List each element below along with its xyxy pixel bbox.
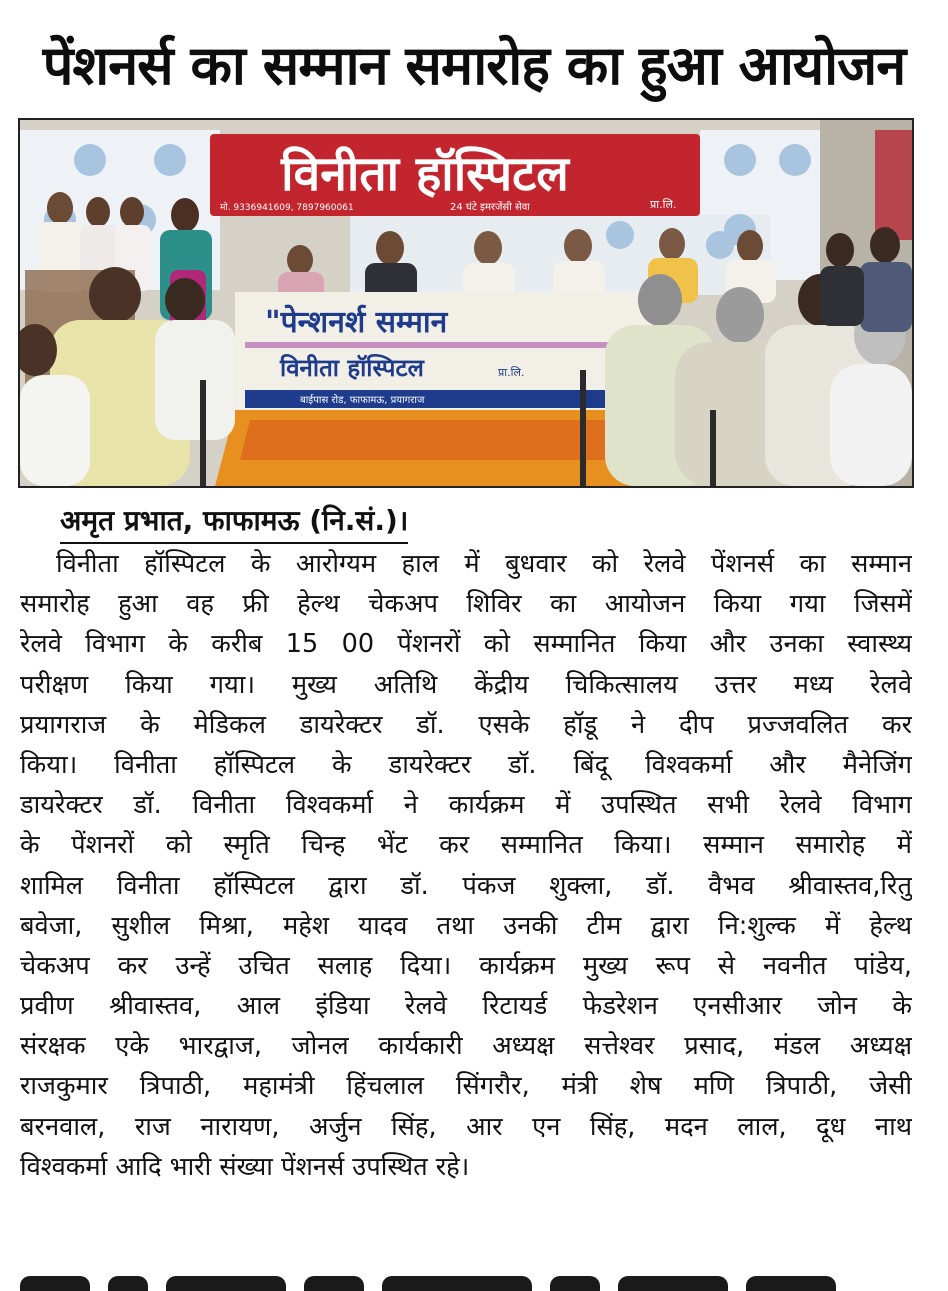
article-line: प्रयागराज के मेडिकल डायरेक्टर डॉ. एसके हॉडू ने दीप प्रज्जवलित कर	[20, 709, 912, 740]
banner-brand-suffix: प्रा.लि.	[650, 198, 677, 211]
stage-title: "पेन्शनर्श सम्मान	[265, 305, 448, 340]
article-line: राजकुमार त्रिपाठी, महामंत्री हिंचलाल सिंगरौर, मंत्री शेष मणि त्रिपाठी, जेसी	[20, 1071, 912, 1102]
stage-table-banner	[235, 292, 665, 410]
article-line: परीक्षण किया गया। मुख्य अतिथि केंद्रीय चिकित्सालय उत्तर मध्य रेलवे	[20, 669, 912, 700]
next-article-headline-fragment	[20, 1276, 920, 1291]
article-line: शामिल विनीता हॉस्पिटल द्वारा डॉ. पंकज शुक्ला, डॉ. वैभव श्रीवास्तव,रितु	[20, 870, 912, 901]
stage-hospital-suffix: प्रा.लि.	[498, 366, 525, 379]
hospital-banner	[210, 134, 700, 216]
article-line: विश्वकर्मा आदि भारी संख्या पेंशनर्स उपस्थित रहे।	[20, 1151, 470, 1182]
article-line: बवेजा, सुशील मिश्रा, महेश यादव तथा उनकी टीम द्वारा नि:शुल्क में हेल्थ	[20, 910, 912, 941]
event-photo-illustration	[20, 120, 912, 486]
article-line: रेलवे विभाग के करीब 15 00 पेंशनरों को सम्मानित किया और उनका स्वास्थ्य	[20, 629, 912, 660]
article-line: डायरेक्टर डॉ. विनीता विश्वकर्मा ने कार्यक्रम में उपस्थित सभी रेलवे विभाग	[20, 790, 912, 821]
stage-hospital: विनीता हॉस्पिटल	[280, 354, 424, 382]
article-line: विनीता हॉस्पिटल के आरोग्यम हाल में बुधवार को रेलवे पेंशनर्स का सम्मान	[56, 549, 912, 579]
article-line: प्रवीण श्रीवास्तव, आल इंडिया रेलवे रिटायर्ड फेडरेशन एनसीआर जोन के	[20, 991, 912, 1022]
article-line: बरनवाल, राज नारायण, अर्जुन सिंह, आर एन सिंह, मदन लाल, दूध नाथ	[20, 1111, 912, 1142]
article-line: के पेंशनरों को स्मृति चिन्ह भेंट कर सम्मानित किया। सम्मान समारोह में	[20, 830, 912, 861]
byline: अमृत प्रभात, फाफामऊ (नि.सं.)।	[60, 500, 408, 544]
stage-address: बाईपास रोड, फाफामऊ, प्रयागराज	[300, 395, 425, 406]
event-photo	[18, 118, 914, 488]
banner-service: 24 घंटे इमरजेंसी सेवा	[450, 202, 530, 213]
article-line: चेकअप कर उन्हें उचित सलाह दिया। कार्यक्रम मुख्य रूप से नवनीत पांडेय,	[20, 950, 912, 981]
article-line: किया। विनीता हॉस्पिटल के डायरेक्टर डॉ. बिंदू विश्वकर्मा और मैनेजिंग	[20, 749, 912, 780]
article-line: समारोह हुआ वह फ्री हेल्थ चेकअप शिविर का आयोजन किया गया जिसमें	[20, 589, 912, 620]
article-body	[20, 544, 912, 1268]
banner-brand: विनीता हॉस्पिटल	[281, 146, 569, 202]
article-line: संरक्षक एके भारद्वाज, जोनल कार्यकारी अध्यक्ष सत्तेश्वर प्रसाद, मंडल अध्यक्ष	[20, 1031, 912, 1062]
headline: पेंशनर्स का सम्मान समारोह का हुआ आयोजन	[42, 34, 906, 97]
banner-phone: मो. 9336941609, 7897960061	[220, 203, 354, 213]
